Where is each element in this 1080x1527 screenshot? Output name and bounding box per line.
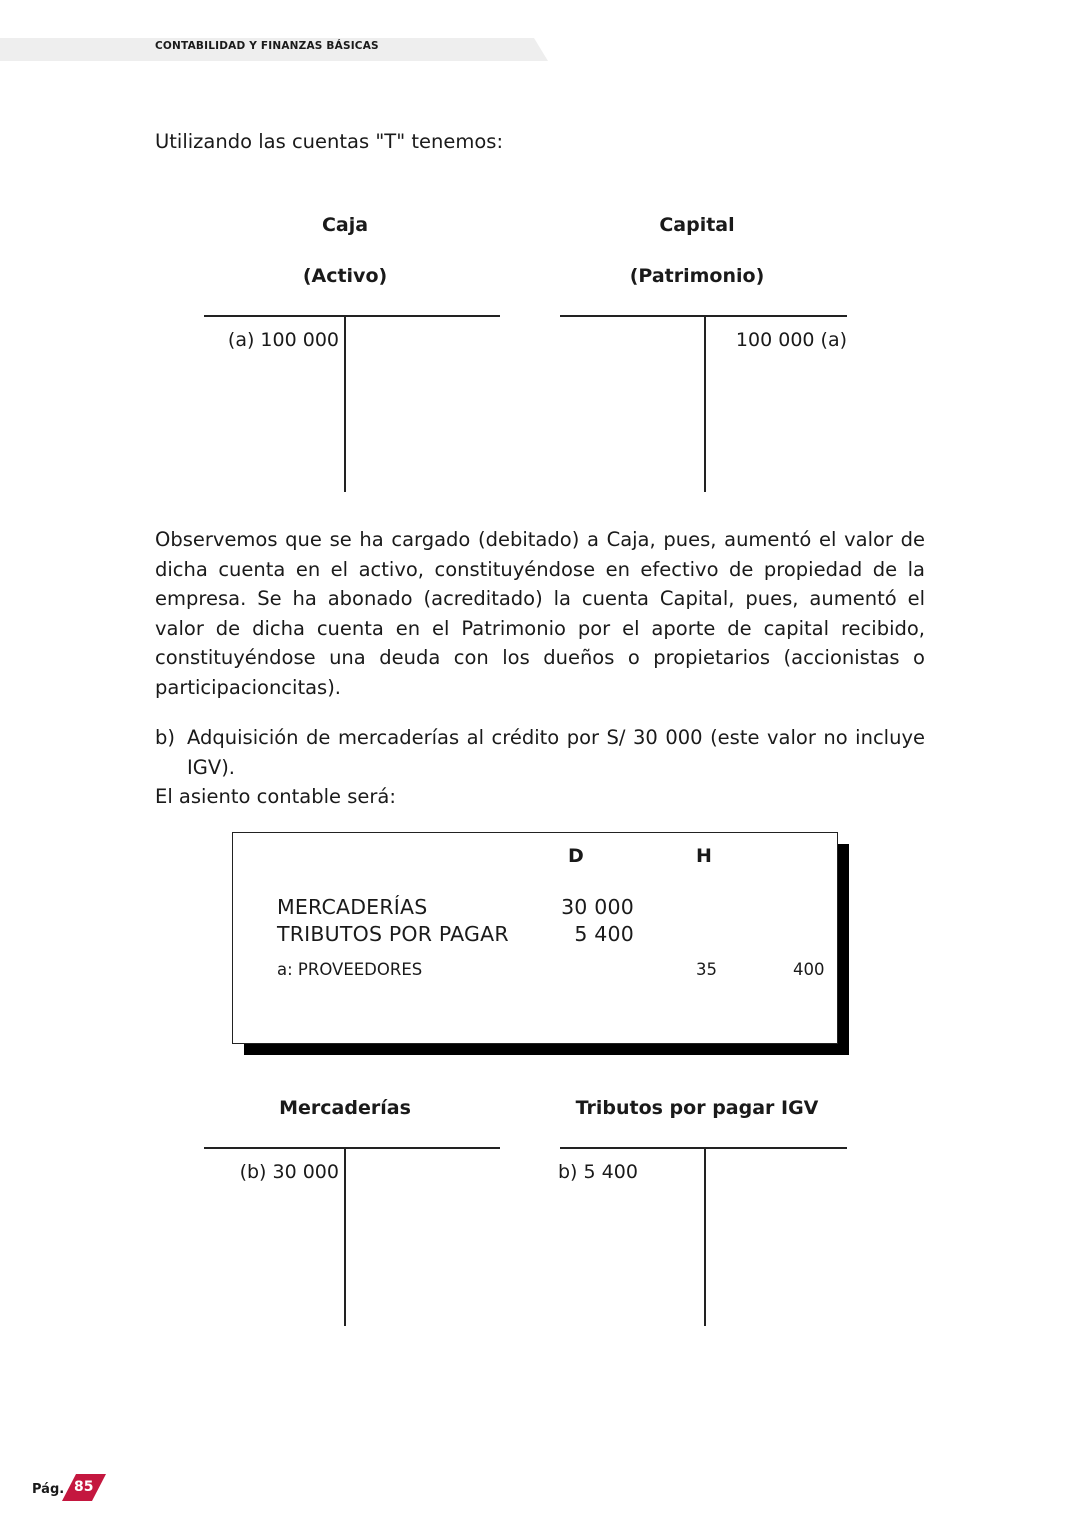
journal-debit-account: TRIBUTOS POR PAGAR <box>277 922 509 946</box>
t-account-credit-entry: 100 000 (a) <box>735 329 847 351</box>
journal-debit-account: MERCADERÍAS <box>277 895 428 919</box>
journal-debit-amount: 5 400 <box>574 922 634 946</box>
journal-column-credit: H <box>696 845 712 867</box>
journal-column-debit: D <box>568 845 584 867</box>
explanation-paragraph: Observemos que se ha cargado (debitado) a Caja, pues, aumentó el valor de dicha cuenta en el activo, constituyéndose en efectivo de propiedad de la empresa. Se ha abonado (acreditado) la cuenta Capital, pues, aumentó el valor de dicha cuenta en el Patrimonio por el aporte de capital recibido, constituyéndose una deuda con los dueños o propietarios (accionistas o participacioncitas). <box>155 528 925 699</box>
t-account-vertical-line <box>344 1148 346 1326</box>
t-account-title: Capital <box>659 214 735 236</box>
running-header-title: CONTABILIDAD Y FINANZAS BÁSICAS <box>155 40 379 52</box>
asiento-intro-text: El asiento contable será: <box>155 785 396 808</box>
page-label: Pág. <box>32 1482 65 1497</box>
list-marker: b) <box>155 726 175 749</box>
t-account-vertical-line <box>704 316 706 492</box>
t-account-vertical-line <box>344 316 346 492</box>
t-account-type: (Activo) <box>302 265 388 287</box>
page-number: 85 <box>74 1479 94 1495</box>
journal-credit-amount-part: 35 <box>696 960 717 979</box>
t-account-title: Mercaderías <box>279 1097 411 1119</box>
t-account-debit-entry: (b) 30 000 <box>239 1161 339 1183</box>
journal-credit-account: a: PROVEEDORES <box>277 960 423 979</box>
intro-text: Utilizando las cuentas "T" tenemos: <box>155 130 504 153</box>
t-account-horizontal-line <box>204 315 500 317</box>
t-account-title: Tributos por pagar IGV <box>575 1097 819 1119</box>
journal-debit-amount: 30 000 <box>561 895 634 919</box>
t-account-title: Caja <box>321 214 369 236</box>
journal-credit-amount-part: 400 <box>793 960 825 979</box>
t-account-horizontal-line <box>204 1147 500 1149</box>
t-account-debit-entry: (a) 100 000 <box>227 329 339 351</box>
list-item-text: Adquisición de mercaderías al crédito por S/ 30 000 (este valor no incluye IGV). <box>187 726 925 779</box>
t-account-vertical-line <box>704 1148 706 1326</box>
t-account-debit-entry: b) 5 400 <box>558 1161 638 1183</box>
t-account-type: (Patrimonio) <box>629 265 765 287</box>
